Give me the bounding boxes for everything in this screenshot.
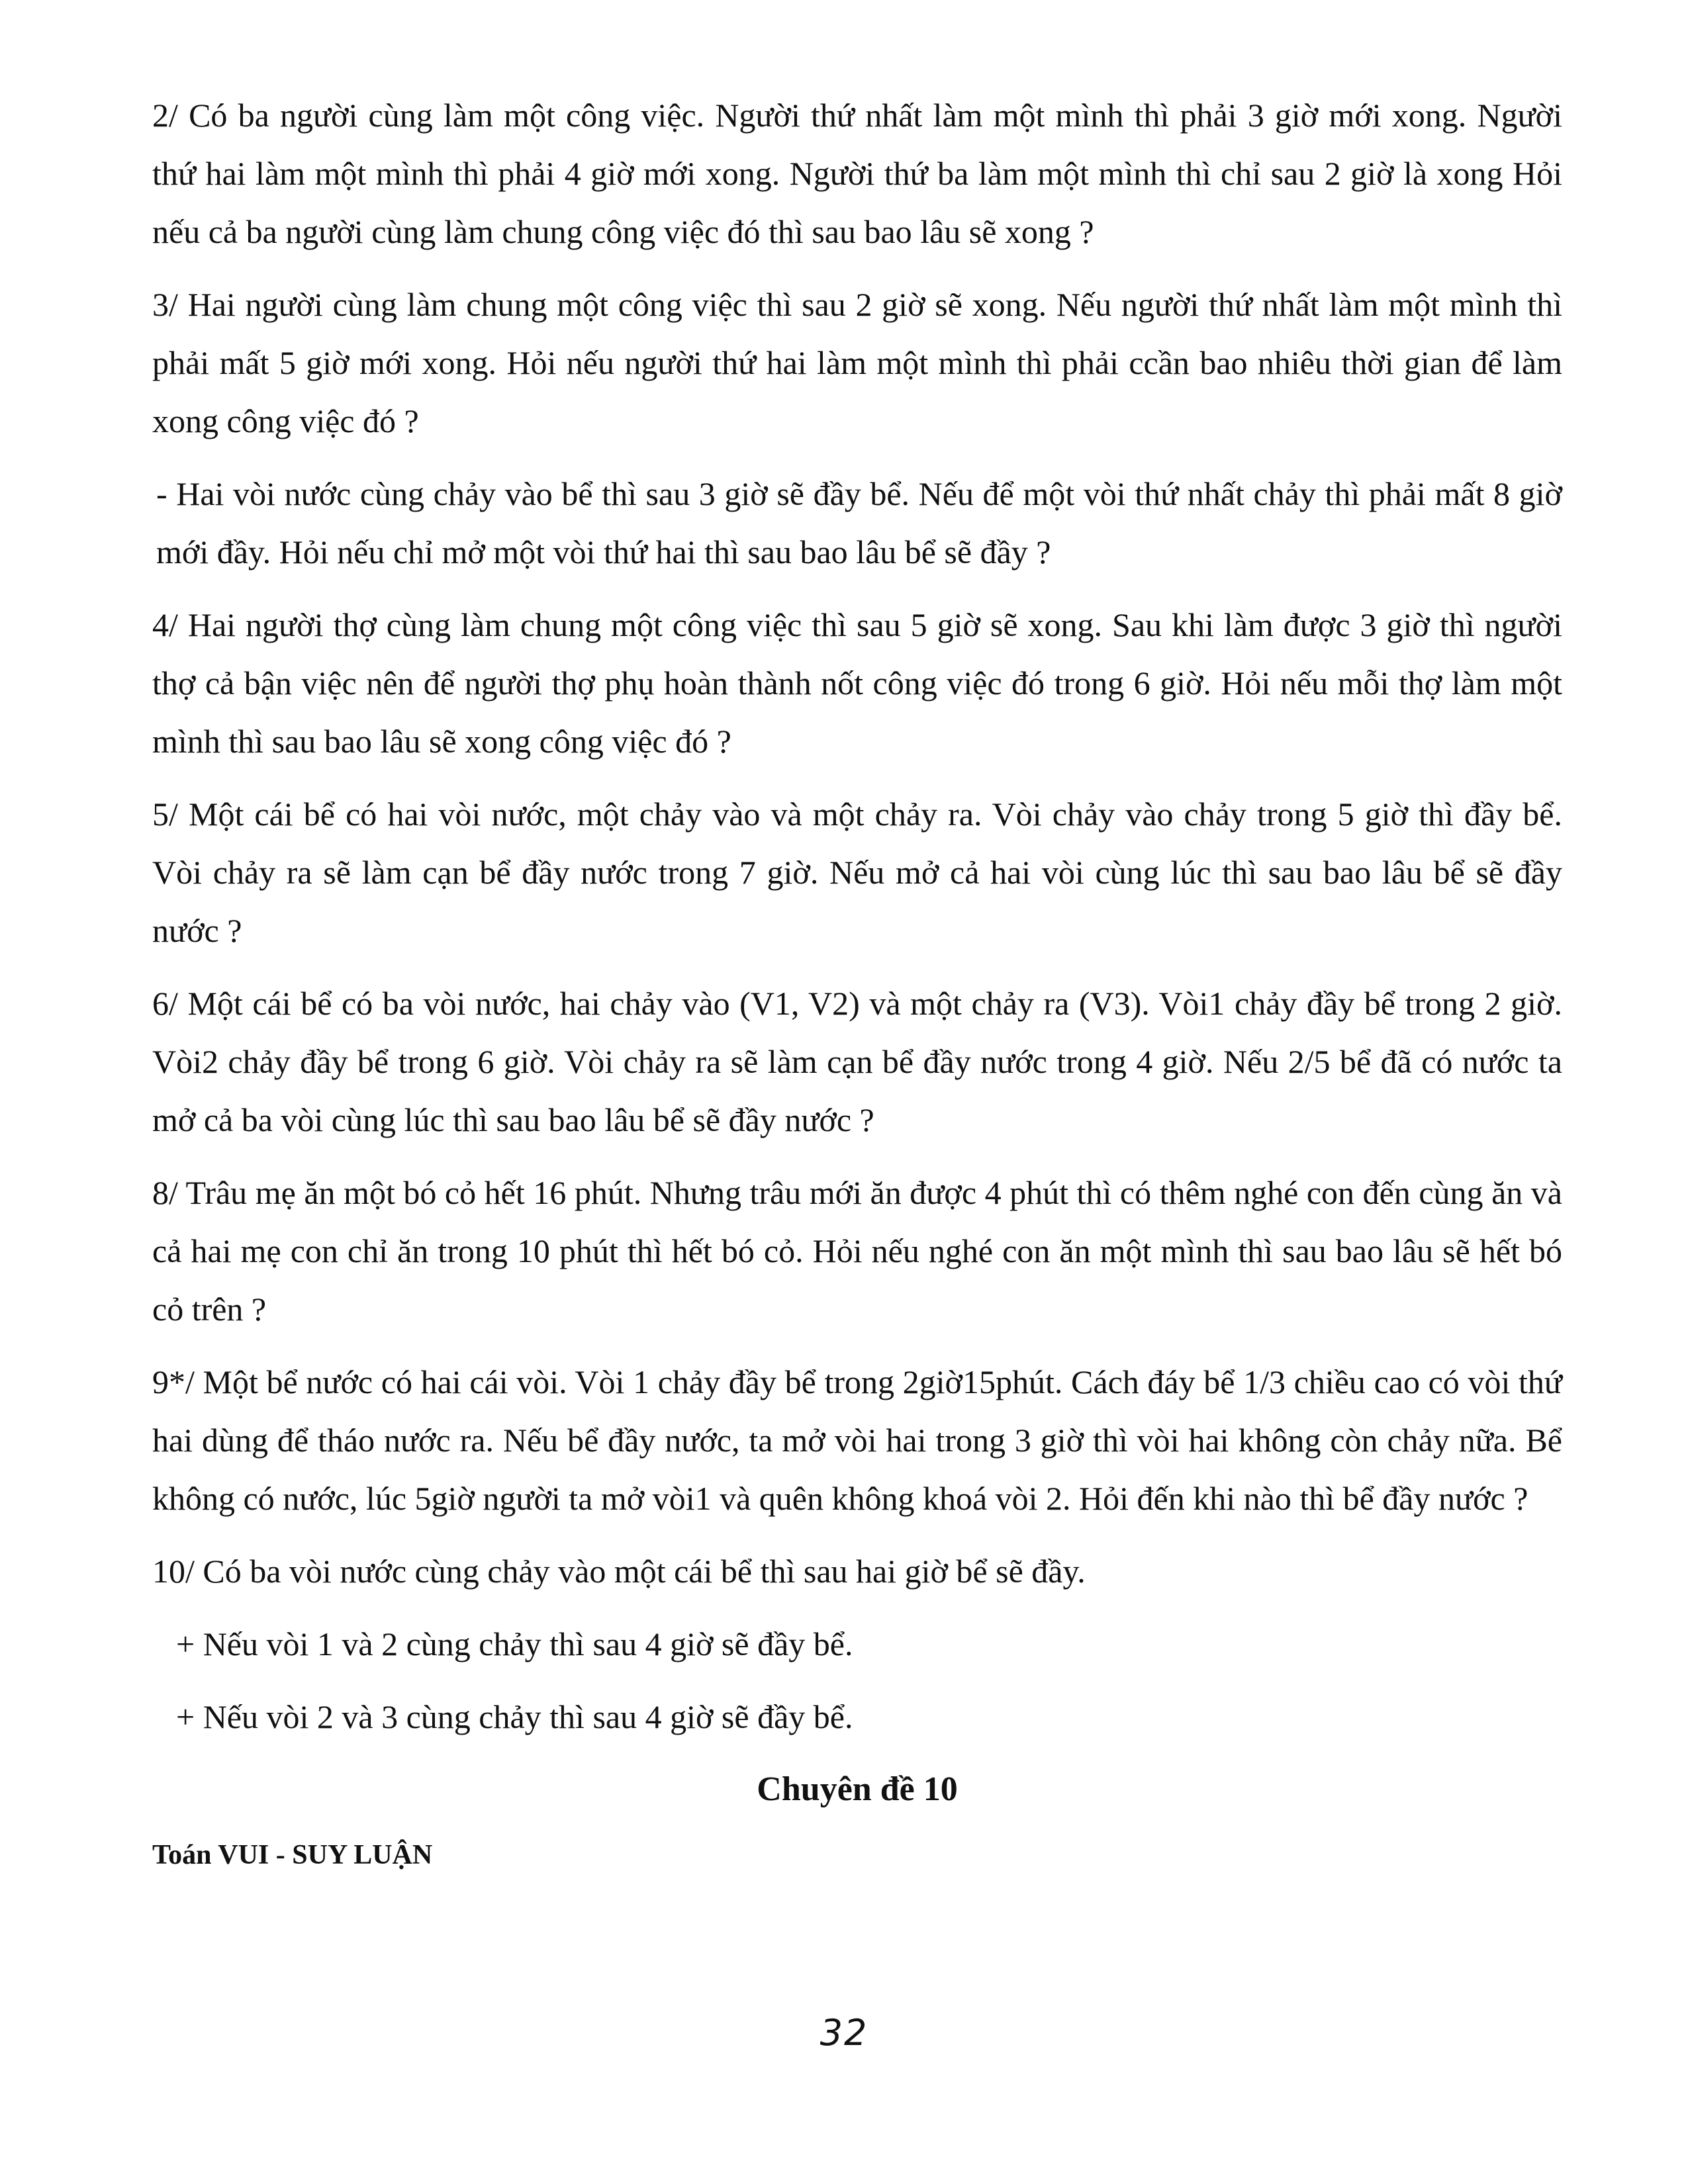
problem-8: 8/ Trâu mẹ ăn một bó cỏ hết 16 phút. Nhưng trâu mới ăn được 4 phút thì có thêm nghé con đến cùng ăn và cả hai mẹ con chỉ ăn trong 10 phút thì hết bó cỏ. Hỏi nếu nghé con ăn một mình thì sau bao lâu sẽ hết bó cỏ trên ? — [152, 1174, 1562, 1328]
problem-3-extra: - Hai vòi nước cùng chảy vào bể thì sau 3 giờ sẽ đầy bể. Nếu để một vòi thứ nhất chảy thì phải mất 8 giờ mới đầy. Hỏi nếu chỉ mở một vòi thứ hai thì sau bao lâu bể sẽ đầy ? — [156, 475, 1562, 570]
document-page — [152, 86, 1562, 1878]
problem-2: 2/ Có ba người cùng làm một công việc. Người thứ nhất làm một mình thì phải 3 giờ mới xong. Người thứ hai làm một mình thì phải 4 giờ mới xong. Người thứ ba làm một mình thì chỉ sau 2 giờ là xong Hỏi nếu cả ba người cùng làm chung công việc đó thì sau bao lâu sẽ xong ? — [152, 97, 1562, 250]
chapter-heading: Chuyên đề 10 — [757, 1770, 958, 1808]
problem-3: 3/ Hai người cùng làm chung một công việc thì sau 2 giờ sẽ xong. Nếu người thứ nhất làm một mình thì phải mất 5 giờ mới xong. Hỏi nếu người thứ hai làm một mình thì phải ccần bao nhiêu thời gian để làm xong công việc đó ? — [152, 286, 1562, 439]
page-number: 32 — [820, 2012, 868, 2054]
chapter-subheading: Toán VUI - SUY LUẬN — [152, 1840, 433, 1870]
problem-4: 4/ Hai người thợ cùng làm chung một công việc thì sau 5 giờ sẽ xong. Sau khi làm được 3 giờ thì người thợ cả bận việc nên để người thợ phụ hoàn thành nốt công việc đó trong 6 giờ. Hỏi nếu mỗi thợ làm một mình thì sau bao lâu sẽ xong công việc đó ? — [152, 606, 1562, 760]
problem-5: 5/ Một cái bể có hai vòi nước, một chảy vào và một chảy ra. Vòi chảy vào chảy trong 5 giờ thì đầy bể. Vòi chảy ra sẽ làm cạn bể đầy nước trong 7 giờ. Nếu mở cả hai vòi cùng lúc thì sau bao lâu bể sẽ đầy nước ? — [152, 796, 1562, 949]
problem-10-condition-2: + Nếu vòi 2 và 3 cùng chảy thì sau 4 giờ sẽ đầy bể. — [176, 1698, 853, 1735]
problem-10: 10/ Có ba vòi nước cùng chảy vào một cái bể thì sau hai giờ bể sẽ đầy. — [152, 1553, 1086, 1590]
problem-10-condition-1: + Nếu vòi 1 và 2 cùng chảy thì sau 4 giờ sẽ đầy bể. — [176, 1625, 853, 1662]
problem-9: 9*/ Một bể nước có hai cái vòi. Vòi 1 chảy đầy bể trong 2giờ15phút. Cách đáy bể 1/3 chiều cao có vòi thứ hai dùng để tháo nước ra. Nếu bể đầy nước, ta mở vòi hai trong 3 giờ thì vòi hai không còn chảy nữa. Bể không có nước, lúc 5giờ người ta mở vòi1 và quên không khoá vòi 2. Hỏi đến khi nào thì bể đầy nước ? — [152, 1363, 1562, 1517]
problem-6: 6/ Một cái bể có ba vòi nước, hai chảy vào (V1, V2) và một chảy ra (V3). Vòi1 chảy đầy bể trong 2 giờ. Vòi2 chảy đầy bể trong 6 giờ. Vòi chảy ra sẽ làm cạn bể đầy nước trong 4 giờ. Nếu 2/5 bể đã có nước ta mở cả ba vòi cùng lúc thì sau bao lâu bể sẽ đầy nước ? — [152, 985, 1562, 1138]
